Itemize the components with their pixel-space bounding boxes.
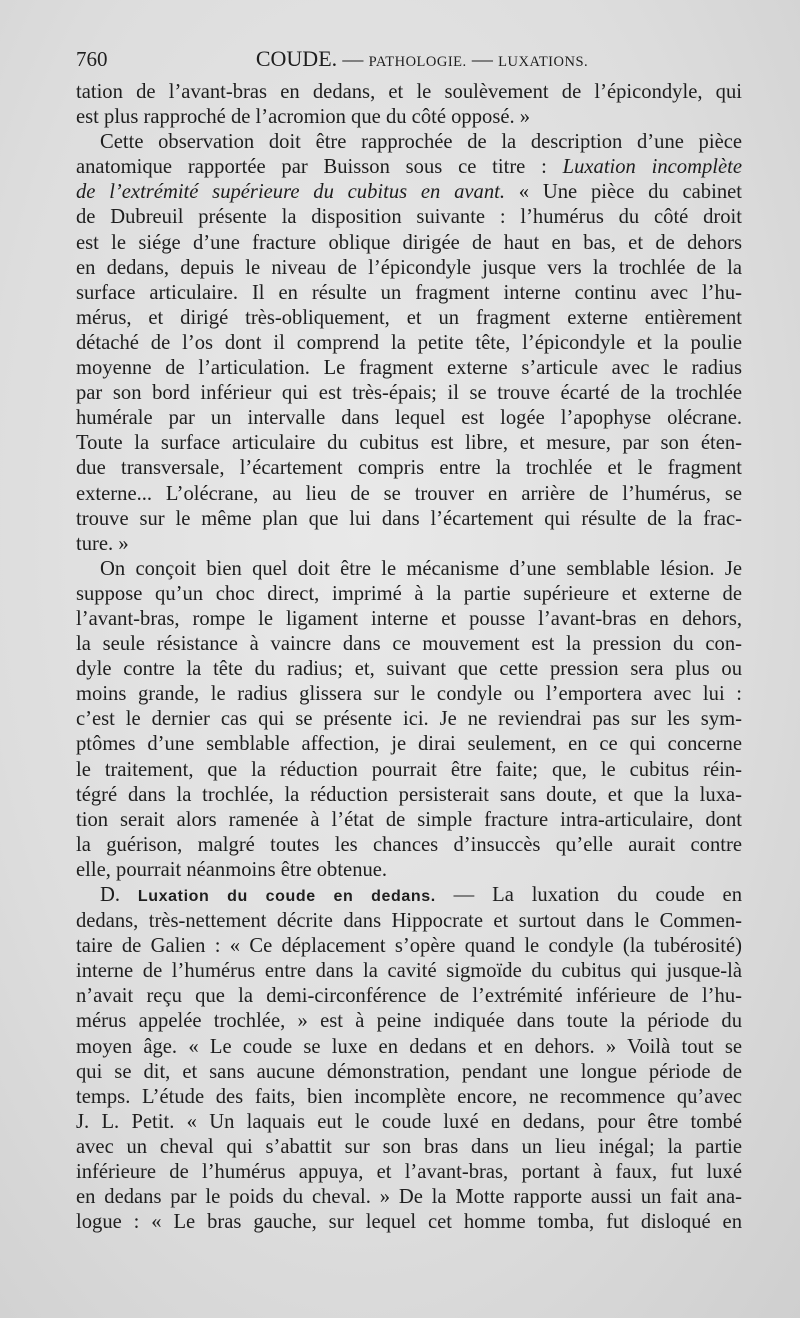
text-line: moins grande, le radius glissera sur le condyle ou l’emportera avec lui : [76,683,742,706]
page-number: 760 [76,47,108,71]
text-line: la guérison, malgré toutes les chances d’insuccès qu’elle aurait contre [76,833,742,856]
paragraph-2 [76,130,742,557]
text-line: surface articulaire. Il en résulte un fragment interne continu avec l’hu- [76,281,742,304]
text-line: mérus, et dirigé très-obliquement, et un fragment externe entièrement [76,306,742,329]
text-line: interne de l’humérus entre dans la cavité sigmoïde du cubitus qui jusque-là [76,960,742,983]
text-run: — La luxation du coude en [435,884,742,906]
text-line: est plus rapproché de l’acromion que du côté opposé. » [76,106,531,129]
text-line: le traitement, que la réduction pourrait être faite; que, le cubitus réin- [76,758,742,781]
text-line: mérus appelée trochlée, » est à peine indiquée dans toute la période du [76,1010,742,1033]
text-line: tation de l’avant-bras en dedans, et le soulèvement de l’épicondyle, qui [76,81,742,103]
section-letter: D. [100,884,121,906]
text-line: taire de Galien : « Ce déplacement s’opère quand le condyle (la tubérosité) [76,935,742,958]
text-line-with-title [76,180,742,205]
text-line: suppose qu’un choc direct, imprimé à la partie supérieure et externe de [76,582,742,605]
section-heading: Luxation du coude en dedans. [137,888,436,905]
paragraph-3 [76,557,742,883]
text-line: humérale par un intervalle dans lequel est logée l’apophyse olécrane. [76,407,742,430]
text-run: anatomique rapportée par Buisson sous ce titre : [76,156,563,179]
text-line: n’avait reçu que la demi-circonférence de l’extrémité inférieure de l’hu- [76,985,742,1008]
text-line: elle, pourrait néanmoins être obtenue. [76,858,388,881]
running-title-sep-2: — [466,47,499,71]
text-line: Toute la surface articulaire du cubitus est libre, et mesure, par son éten- [76,432,742,455]
text-line: moyenne de l’articulation. Le fragment externe s’articule avec le radius [76,357,742,380]
text-line: trouve sur le même plan que lui dans l’écartement qui résulte de la frac- [76,507,742,530]
text-line: moyen âge. « Le coude se luxe en dedans et en dehors. » Voilà tout se [76,1035,742,1058]
text-line: ture. » [76,532,129,555]
running-header [76,44,742,74]
text-line: J. L. Petit. « Un laquais eut le coude luxé en dedans, pour être tombé [76,1110,742,1133]
section-heading-line [76,883,742,909]
text-line: temps. L’étude des faits, bien incomplète encore, ne recommence qu’avec [76,1085,742,1108]
running-title-subsection: LUXATIONS. [498,54,589,70]
text-run: « Une pièce du cabinet [505,181,742,204]
text-line: de Dubreuil présente la disposition suivante : l’humérus du côté droit [76,206,742,229]
text-line: la seule résistance à vaincre dans ce mouvement est la pression du con- [76,633,742,656]
text-line: On conçoit bien quel doit être le mécanisme d’une semblable lésion. Je [100,557,742,580]
text-line: c’est le dernier cas qui se présente ici. Je ne reviendrai pas sur les sym- [76,708,742,731]
text-line: l’avant-bras, rompe le ligament interne et pousse l’avant-bras en dehors, [76,607,742,630]
text-line-with-title [76,155,742,180]
page-body [76,80,742,1235]
text-line: due transversale, l’écartement compris entre la trochlée et le fragment [76,457,742,480]
text-line: tion serait alors ramenée à l’état de simple fracture intra-articulaire, dont [76,808,742,831]
italic-title: Luxation incomplète [562,156,742,179]
text-line: par son bord inférieur qui est très-épais; il se trouve écarté de la trochlée [76,382,742,405]
running-title-main: COUDE. [255,46,338,71]
text-line: ptômes d’une semblable affection, je dirai seulement, en ce qui concerne [76,733,742,756]
text-line: inférieure de l’humérus appuya, et l’avant-bras, portant à faux, fut luxé [76,1161,742,1184]
text-line: logue : « Le bras gauche, sur lequel cet homme tomba, fut disloqué en [76,1211,742,1234]
paragraph-1 [76,80,742,130]
text-line: est le siége d’une fracture oblique dirigée de haut en bas, et de dehors [76,231,742,254]
text-line: en dedans par le poids du cheval. » De la Motte rapporte aussi un fait ana- [76,1186,742,1209]
text-line: qui se dit, et sans aucune démonstration, pendant une longue période de [76,1060,742,1083]
italic-title-cont: de l’extrémité supérieure du cubitus en avant. [76,181,506,204]
running-title-section: PATHOLOGIE. [368,54,467,70]
running-title [76,44,742,77]
text-line: externe... L’olécrane, au lieu de se trouver en arrière de l’humérus, se [76,482,742,505]
running-title-sep-1: — [337,47,369,71]
text-line: Cette observation doit être rapprochée de la description d’une pièce [100,131,742,154]
text-line: dedans, très-nettement décrite dans Hippocrate et surtout dans le Commen- [76,910,742,933]
text-line: avec un cheval qui s’abattit sur son bras dans un lieu inégal; la partie [76,1135,742,1158]
text-line: en dedans, depuis le niveau de l’épicondyle jusque vers la trochlée de la [76,256,742,279]
section-d [76,883,742,1235]
text-line: dyle contre la tête du radius; et, suivant que cette pression sera plus ou [76,658,742,681]
text-line: tégré dans la trochlée, la réduction persisterait sans doute, et que la luxa- [76,783,742,806]
text-line: détaché de l’os dont il comprend la petite tête, l’épicondyle et la poulie [76,331,742,354]
